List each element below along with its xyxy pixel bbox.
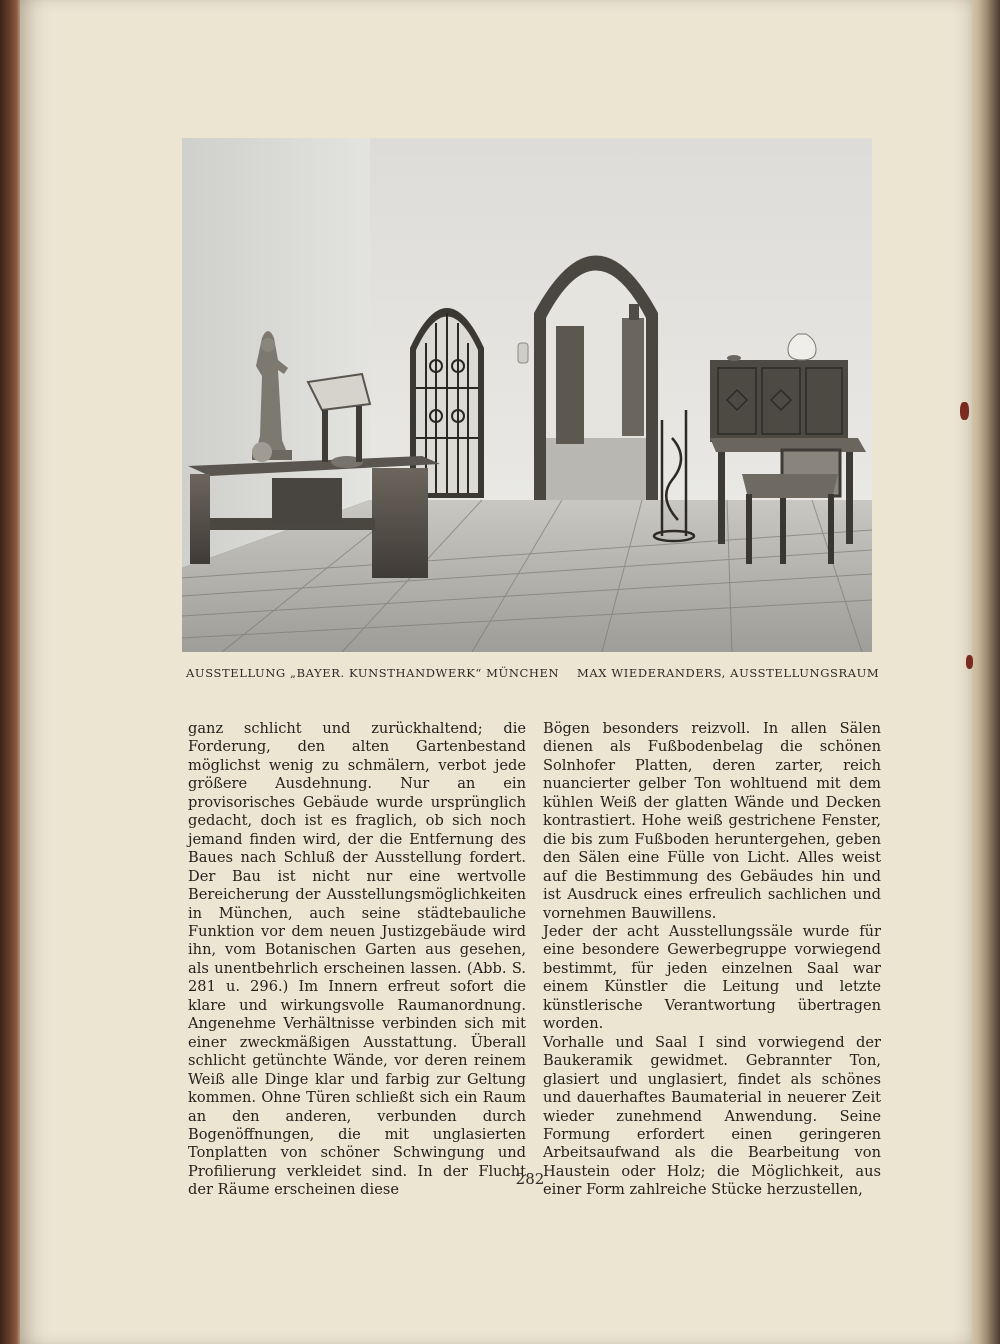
paragraph: Vorhalle und Saal I sind vorwiegend der Baukeramik gewidmet. Gebrannter Ton, glasiert und unglasiert, findet als schönes und dauerhaftes Baumaterial in neuerer Zeit wieder zunehmend Anwendung. Seine Formung erfordert einen geringeren Arbeitsaufwand als die Bearbeitung von Haustein oder Holz; die Möglichkeit, aus einer Form zahlreiche Stücke herzustellen, [543,1033,881,1199]
photo-caption-artist: MAX WIEDERANDERS, AUSSTELLUNGSRAUM [577,666,880,680]
paragraph: ganz schlicht und zurückhaltend; die Forderung, den alten Gartenbestand möglichst wenig zu schmälern, verbot jede größere Ausdehnung. Nur an ein provisorisches Gebäude wurde ursprünglich gedacht, doch ist es fraglich, ob sich noch jemand finden wird, der die Entfernung des Baues nach Schluß der Ausstellung fordert. Der Bau ist nicht nur eine wertvolle Bereicherung der Ausstellungsmöglichkeiten in München, auch seine städtebauliche Funktion vor dem neuen Justizgebäude wird ihn, vom Botanischen Garten aus gesehen, als unentbehrlich erscheinen lassen. (Abb. S. 281 u. 296.) Im Innern erfreut sofort die klare und wirkungsvolle Raumanordnung. Angenehme Verhältnisse verbinden sich mit einer zweckmäßigen Ausstattung. Überall schlicht getünchte Wände, vor deren reinem Weiß alle Dinge klar und farbig zur Geltung kommen. Ohne Türen schließt sich ein Raum an den anderen, verbunden durch Bogenöffnungen, die mit unglasierten Tonplatten von schöner Schwingung und Profilierung verkleidet sind. In der Flucht der Räume erscheinen diese [188,720,526,1199]
exhibition-room-photo [182,138,872,652]
text-column-right [543,720,881,1200]
page-number: 282 [515,1170,545,1188]
text-column-left [188,720,526,1200]
paper-stain [966,655,973,669]
paragraph: Jeder der acht Ausstellungssäle wurde für eine besondere Gewerbegruppe vorwiegend bestimmt, für jeden einzelnen Saal war einem Künstler die Leitung und letzte künstlerische Verantwortung übertragen worden. [543,922,881,1033]
photo-caption-exhibition: AUSSTELLUNG „BAYER. KUNSTHANDWERK“ MÜNCHEN [186,666,560,680]
paper-stain [960,402,969,420]
page-edges-right [968,0,1000,1344]
photo-illustration [182,138,872,652]
book-binding-left [0,0,22,1344]
paragraph: Bögen besonders reizvoll. In allen Sälen dienen als Fußbodenbelag die schönen Solnhofer Platten, deren zarter, reich nuancierter gelber Ton wohltuend mit dem kühlen Weiß der glatten Wände und Decken kontrastiert. Hohe weiß gestrichene Fenster, die bis zum Fußboden heruntergehen, geben den Sälen eine Fülle von Licht. Alles weist auf die Bestimmung des Gebäudes hin und ist Ausdruck eines erfreulich sachlichen und vornehmen Bauwillens. [543,720,881,922]
